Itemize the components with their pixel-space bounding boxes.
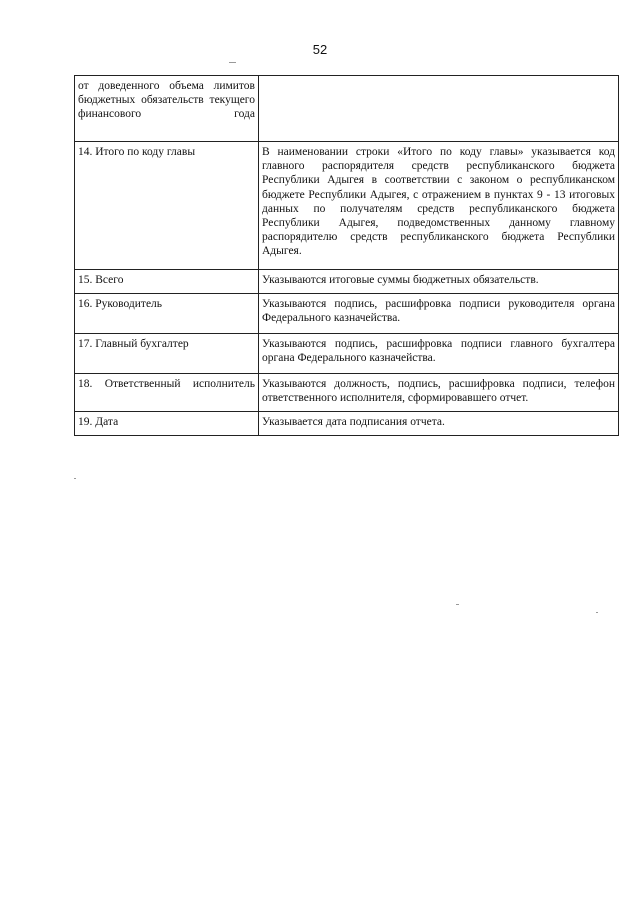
- table-row: [75, 334, 619, 374]
- row-description-cell: [259, 76, 619, 142]
- table-row: [75, 270, 619, 294]
- row-description-cell: Указываются подпись, расшифровка подписи руководителя органа Федерального казначейства.: [259, 294, 619, 334]
- row-name-cell: 15. Всего: [75, 270, 259, 294]
- row-description-cell: Указываются итоговые суммы бюджетных обязательств.: [259, 270, 619, 294]
- scan-speck: [74, 478, 76, 479]
- table-row: [75, 412, 619, 436]
- row-description-cell: Указываются подпись, расшифровка подписи главного бухгалтера органа Федерального казначейства.: [259, 334, 619, 374]
- row-name-cell: 18. Ответственный исполнитель: [75, 374, 259, 412]
- scan-speck: [229, 62, 236, 63]
- table-row: [75, 142, 619, 270]
- scan-speck: [456, 604, 459, 605]
- row-name-cell: 14. Итого по коду главы: [75, 142, 259, 270]
- page-number: 52: [312, 42, 328, 57]
- scan-speck: [596, 612, 598, 613]
- row-description-cell: Указываются должность, подпись, расшифровка подписи, телефон ответственного исполнителя, сформировавшего отчет.: [259, 374, 619, 412]
- row-description-cell: Указывается дата подписания отчета.: [259, 412, 619, 436]
- row-name-cell: 17. Главный бухгалтер: [75, 334, 259, 374]
- row-name-cell: от доведенного объема лимитов бюджетных обязательств текущего финансового года: [75, 76, 259, 142]
- row-name-cell: 16. Руководитель: [75, 294, 259, 334]
- table-row: [75, 294, 619, 334]
- table-row: [75, 76, 619, 142]
- table-row: [75, 374, 619, 412]
- report-instructions-table: [74, 75, 619, 436]
- row-description-cell: В наименовании строки «Итого по коду главы» указывается код главного распорядителя средств республиканского бюджета Республики Адыгея в соответствии с законом о республиканском бюджете Республики Адыгея, с отражением в пунктах 9 - 13 итоговых данных по получателям средств республиканского бюджета Республики Адыгея, подведомственных данному главному распорядителю средств республиканского бюджета Республики Адыгея.: [259, 142, 619, 270]
- row-name-cell: 19. Дата: [75, 412, 259, 436]
